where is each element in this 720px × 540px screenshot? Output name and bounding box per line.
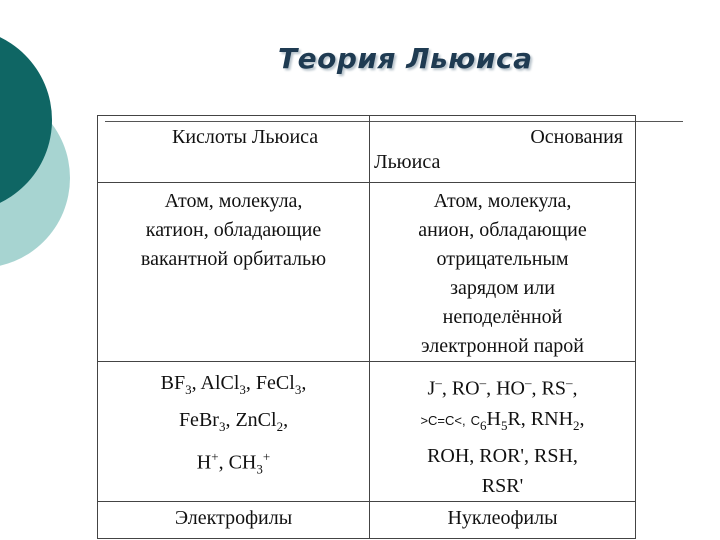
acid-def-line: вакантной орбиталью	[140, 248, 327, 270]
acid-formula-line: H+, $CH_3^+$	[196, 449, 271, 477]
base-def-line: Атом, молекула,	[433, 190, 572, 212]
base-definition-cell	[370, 183, 636, 362]
electrophiles-cell	[98, 501, 370, 538]
header-acids: Кислоты Льюиса	[172, 126, 319, 148]
base-formula-line: J–, RO–, HO–, RS–,	[427, 375, 578, 400]
acid-examples-cell	[98, 362, 370, 502]
base-def-line: неподелённой	[442, 306, 563, 328]
base-examples-cell	[370, 362, 636, 502]
acid-def-line: Атом, молекула,	[164, 190, 303, 212]
decorative-circles	[0, 0, 100, 300]
header-bases-cell	[370, 116, 636, 183]
examples-row	[98, 362, 636, 502]
nucleophiles-label: Нуклеофилы	[447, 506, 558, 529]
definition-row	[98, 183, 636, 362]
electrophiles-label: Электрофилы	[174, 506, 293, 529]
base-def-line: зарядом или	[450, 277, 555, 299]
base-formula-line: ROH, ROR', RSH,	[427, 444, 578, 467]
header-acids-cell	[98, 116, 370, 183]
header-bases-line1: Основания	[530, 126, 623, 148]
nucleophiles-cell	[370, 501, 636, 538]
base-formula-line: RSR'	[481, 474, 524, 497]
header-bases-line2: Льюиса	[374, 151, 441, 173]
footer-row	[98, 501, 636, 538]
acid-def-line: катион, обладающие	[145, 219, 322, 241]
acid-formula-line: FeBr$_3$, ZnCl$_2$,	[178, 409, 289, 434]
lewis-table	[97, 115, 636, 539]
acid-definition-cell	[98, 183, 370, 362]
base-formula-line: >C=C<, $C_6H_5R$, $RNH_2$,	[420, 407, 585, 433]
acid-formula-line: $BF_3$, AlCl$_3$, FeCl$_3$,	[160, 372, 307, 397]
slide-title: Теория Льюиса	[278, 42, 533, 75]
table-header-row	[98, 116, 636, 183]
base-def-line: отрицательным	[436, 248, 569, 270]
base-def-line: анион, обладающие	[418, 219, 587, 241]
base-def-line: электронной парой	[421, 335, 584, 357]
